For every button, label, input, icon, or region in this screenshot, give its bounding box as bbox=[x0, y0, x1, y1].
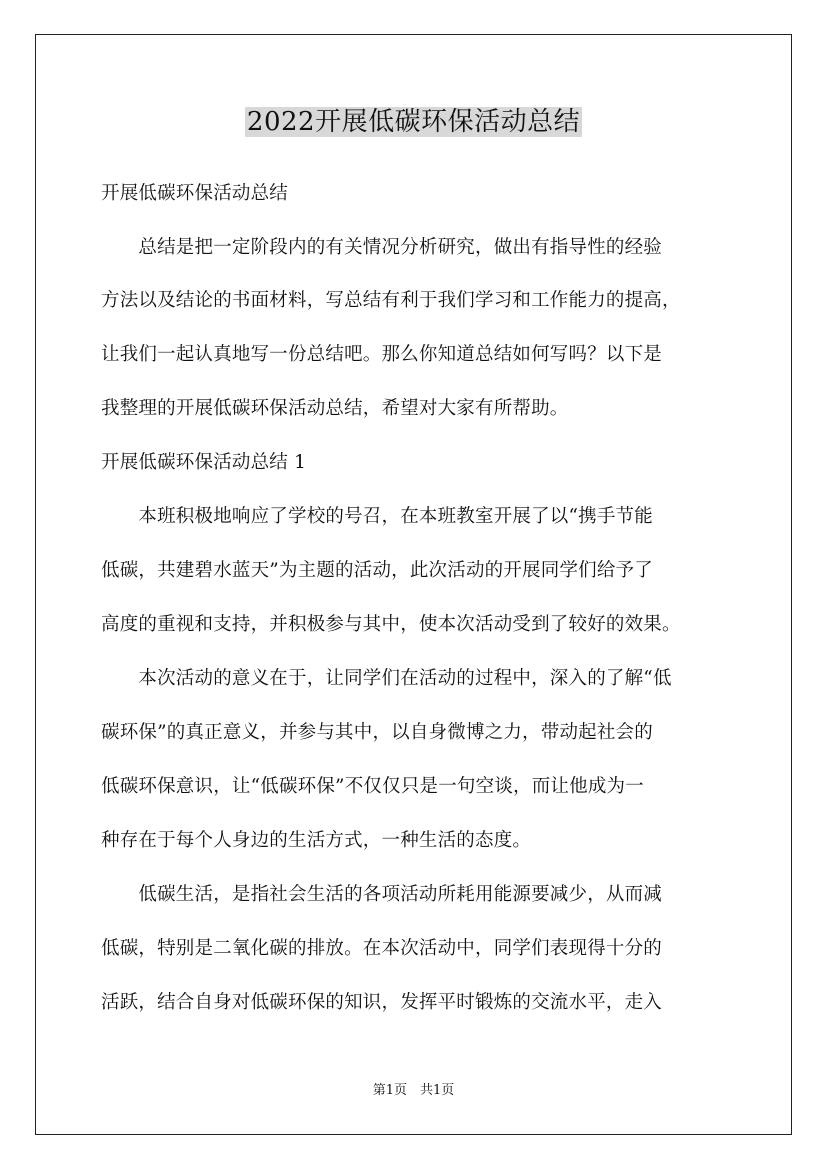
paragraph-line: 我整理的开展低碳环保活动总结，希望对大家有所帮助。 bbox=[101, 398, 569, 419]
paragraph-line: 种存在于每个人身边的生活方式，一种生活的态度。 bbox=[101, 830, 532, 851]
paragraph-line: 低碳，共建碧水蓝天”为主题的活动，此次活动的开展同学们给予了 bbox=[101, 560, 653, 581]
paragraph-line: 本班积极地响应了学校的号召，在本班教室开展了以“携手节能 bbox=[101, 506, 653, 527]
paragraph-line: 方法以及结论的书面材料，写总结有利于我们学习和工作能力的提高， bbox=[101, 290, 681, 311]
paragraph-line: 高度的重视和支持，并积极参与其中，使本次活动受到了较好的效果。 bbox=[101, 614, 681, 635]
paragraph-line: 让我们一起认真地写一份总结吧。那么你知道总结如何写吗？以下是 bbox=[101, 344, 663, 365]
document-title: 2022开展低碳环保活动总结 bbox=[246, 107, 581, 137]
paragraph-line: 总结是把一定阶段内的有关情况分析研究，做出有指导性的经验 bbox=[101, 237, 663, 258]
section-heading: 开展低碳环保活动总结 bbox=[101, 183, 289, 204]
paragraph-line: 低碳，特别是二氧化碳的排放。在本次活动中，同学们表现得十分的 bbox=[101, 938, 663, 959]
paragraph-line: 低碳生活，是指社会生活的各项活动所耗用能源要减少，从而减 bbox=[101, 884, 663, 905]
page-number: 第1页 共1页 bbox=[372, 1083, 455, 1098]
paragraph-line: 碳环保”的真正意义，并参与其中，以自身微博之力，带动起社会的 bbox=[101, 722, 653, 743]
document-title-wrapper bbox=[0, 102, 827, 142]
section-heading: 开展低碳环保活动总结 1 bbox=[101, 452, 307, 473]
paragraph-line: 低碳环保意识，让“低碳环保”不仅仅只是一句空谈，而让他成为一 bbox=[101, 776, 644, 797]
paragraph-line: 活跃，结合自身对低碳环保的知识，发挥平时锻炼的交流水平，走入 bbox=[101, 992, 663, 1013]
paragraph-line: 本次活动的意义在于，让同学们在活动的过程中，深入的了解“低 bbox=[101, 668, 672, 689]
